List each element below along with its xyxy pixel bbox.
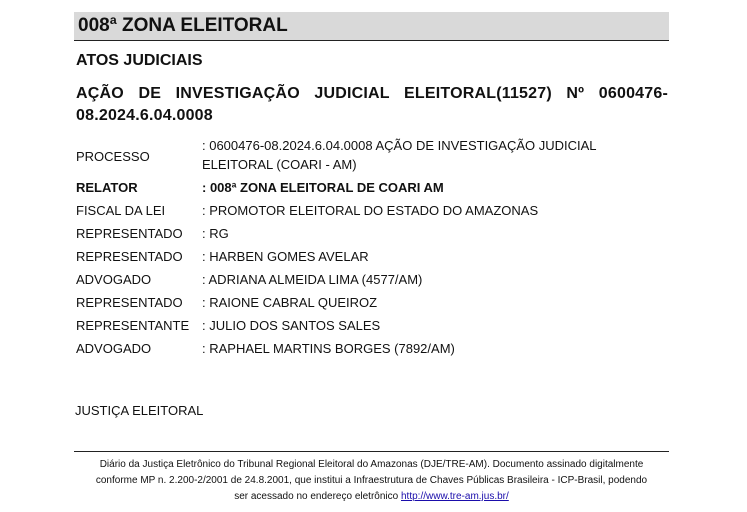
party-value: : JULIO DOS SANTOS SALES: [202, 318, 381, 333]
case-title: [76, 83, 668, 127]
party-label: REPRESENTADO: [76, 226, 183, 241]
party-label: REPRESENTANTE: [76, 318, 190, 333]
party-row-relator: [74, 178, 622, 201]
party-value: : RG: [202, 226, 229, 241]
court-name: JUSTIÇA ELEITORAL: [75, 403, 204, 418]
footer-note-prefix: ser acessado no endereço eletrônico: [234, 491, 401, 502]
zone-header-bar: [74, 12, 669, 41]
party-value: : RAPHAEL MARTINS BORGES (7892/AM): [202, 341, 455, 356]
section-title: ATOS JUDICIAIS: [76, 52, 203, 69]
tre-am-link[interactable]: http://www.tre-am.jus.br/: [400, 491, 509, 502]
party-row-representado: [74, 293, 622, 316]
party-label: REPRESENTADO: [76, 249, 183, 264]
party-label: ADVOGADO: [76, 341, 152, 356]
party-value: : RAIONE CABRAL QUEIROZ: [202, 295, 378, 310]
party-row-advogado: [74, 270, 622, 293]
case-title-line-1: AÇÃO DE INVESTIGAÇÃO JUDICIAL ELEITORAL(11527) Nº 0600476-: [76, 85, 668, 102]
party-row-advogado: [74, 339, 622, 362]
party-value: : PROMOTOR ELEITORAL DO ESTADO DO AMAZONAS: [202, 203, 539, 218]
footer-note: [74, 457, 669, 505]
case-title-line-2: 08.2024.6.04.0008: [76, 107, 213, 124]
zone-title: 008ª ZONA ELEITORAL: [78, 15, 288, 36]
party-row-representado: [74, 224, 622, 247]
party-value: : 0600476-08.2024.6.04.0008 AÇÃO DE INVESTIGAÇÃO JUDICIAL ELEITORAL (COARI - AM): [202, 138, 597, 172]
party-value: : 008ª ZONA ELEITORAL DE COARI AM: [202, 180, 444, 195]
party-row-representante: [74, 316, 622, 339]
party-value: : HARBEN GOMES AVELAR: [202, 249, 369, 264]
party-row-representado: [74, 247, 622, 270]
footer-note-line-1: Diário da Justiça Eletrônico do Tribunal Regional Eleitoral do Amazonas (DJE/TRE-AM). Documento assinado digitalmente: [99, 459, 644, 470]
party-label: FISCAL DA LEI: [76, 203, 166, 218]
footer-divider: [74, 451, 669, 452]
parties-table: [74, 136, 622, 362]
party-row-processo: [74, 136, 622, 178]
party-label: PROCESSO: [76, 149, 150, 164]
party-label: ADVOGADO: [76, 272, 152, 287]
footer-note-line-2: conforme MP n. 2.200-2/2001 de 24.8.2001, que institui a Infraestrutura de Chaves Públicas Brasileira - ICP-Brasil, podendo: [95, 475, 648, 486]
footer-note-line-3: [74, 489, 669, 505]
party-label: REPRESENTADO: [76, 295, 183, 310]
party-label: RELATOR: [76, 180, 138, 195]
party-row-fiscal: [74, 201, 622, 224]
party-value: : ADRIANA ALMEIDA LIMA (4577/AM): [202, 272, 423, 287]
